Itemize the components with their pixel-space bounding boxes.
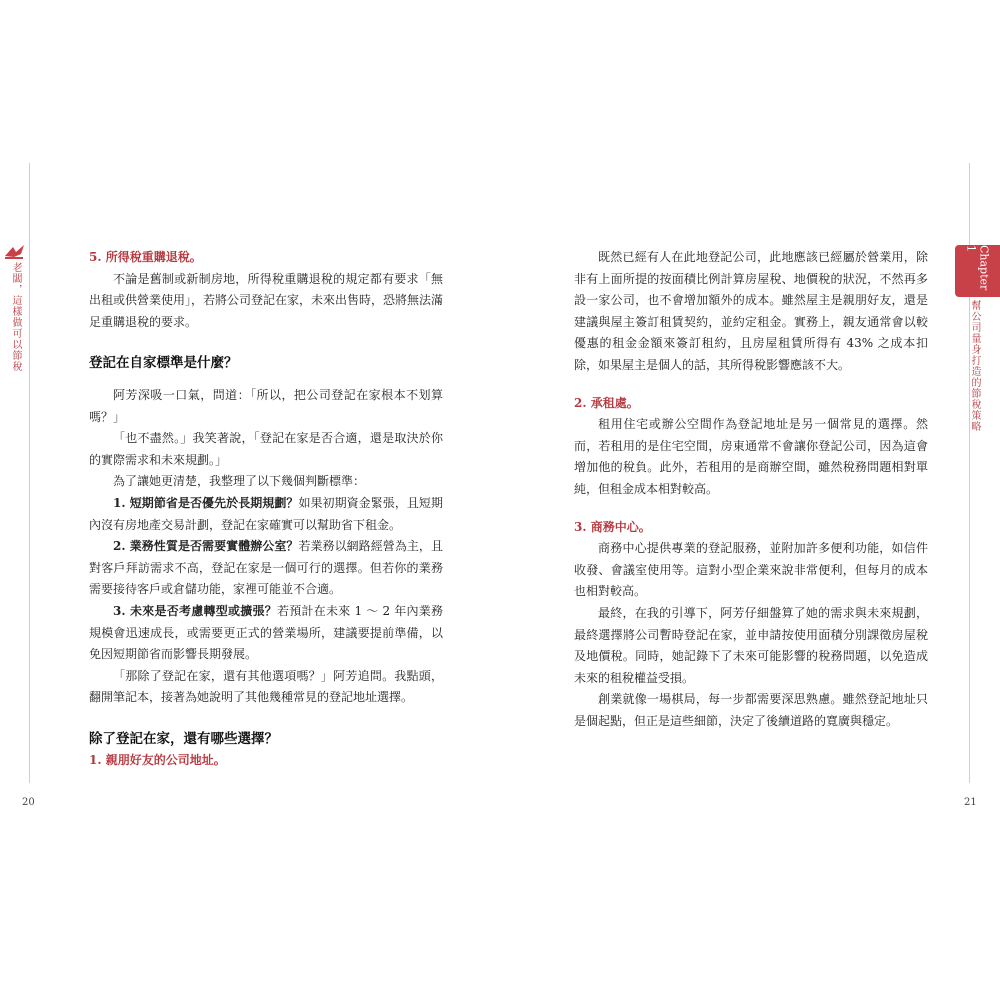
criterion-text: 若業務以網路經營為主，且對客戶拜訪需求不高，登記在家是一個可行的選擇。但若你的業務需要接待客戶或倉儲功能，家裡可能並不合適。 <box>89 539 443 597</box>
paragraph: 既然已經有人在此地登記公司，此地應該已經屬於營業用，除非有上面所提的按面積比例計算房屋稅、地價稅的狀況，不然再多設一家公司，也不會增加額外的成本。雖然屋主是親朋好友，還是建議與屋主簽訂租賃契約，並約定租金。實務上，親友通常會以較優惠的租金金額來簽訂租約，且房屋租賃所得有 43% 之成本扣除，如果屋主是個人的話，其所得稅影響應該不大。 <box>574 250 928 372</box>
book-logo-icon <box>4 244 26 261</box>
heading-options: 除了登記在家，還有哪些選擇？ <box>89 730 278 747</box>
paragraph: 創業就像一場棋局，每一步都需要深思熟慮。雖然登記地址只是個起點，但正是這些細節，決定了後續道路的寬廣與穩定。 <box>574 692 928 728</box>
paragraph: 租用住宅或辦公空間作為登記地址是另一個常見的選擇。然而，若租用的是住宅空間，房東通常不會讓你登記公司，因為這會增加他的稅負。此外，若租用的是商辦空間，雖然稅務問題相對單純，但租金成本相對較高。 <box>574 417 928 496</box>
paragraph: 不論是舊制或新制房地，所得稅重購退稅的規定都有要求「無出租或供營業使用」，若將公司登記在家，未來出售時，恐將無法滿足重購退稅的要求。 <box>89 271 444 329</box>
paragraph: 阿芳深吸一口氣，問道：「所以，把公司登記在家根本不划算嗎？」 <box>89 387 443 424</box>
option-heading-rental: 2. 承租處。 <box>574 395 639 410</box>
criterion-text: 若預計在未來 1 ～ 2 年內業務規模會迅速成長，或需要更正式的營業場所，建議要提前準備，以免因短期節省而影響長期發展。 <box>89 603 443 662</box>
criterion-3 <box>89 601 443 666</box>
chapter-tab: Chapter 1 <box>955 245 1000 297</box>
paragraph: 最終，在我的引導下，阿芳仔細盤算了她的需求與未來規劃，最終選擇將公司暫時登記在家，並申請按使用面積分別課徵房屋稅及地價稅。同時，她記錄下了未來可能影響的稅務問題，以免造成未來的租稅權益受損。 <box>574 605 928 685</box>
heading-standard: 登記在自家標準是什麼？ <box>89 355 238 372</box>
paragraph: 「那除了登記在家，還有其他選項嗎？」阿芳追問。我點頭，翻開筆記本，接著為她說明了其他幾種常見的登記地址選擇。 <box>89 668 443 705</box>
section-heading-income-tax: 5. 所得稅重購退稅。 <box>89 250 202 264</box>
page-number-right: 21 <box>964 797 977 808</box>
right-margin-title: 幫公司量身打造的節稅策略 <box>969 300 980 432</box>
left-margin-rule <box>29 163 30 783</box>
criterion-2 <box>89 536 443 601</box>
paragraph: 「也不盡然。」我笑著說，「登記在家是否合適，還是取決於你的實際需求和未來規劃。」 <box>89 431 443 467</box>
criterion-1 <box>89 493 443 536</box>
page-number-left: 20 <box>22 797 35 808</box>
criterion-text: 如果初期資金緊張，且短期內沒有房地產交易計劃，登記在家確實可以幫助省下租金。 <box>89 495 443 532</box>
left-margin-title: 老闆，這樣做可以節稅 <box>10 262 21 372</box>
option-heading-friends: 1. 親朋好友的公司地址。 <box>89 753 226 768</box>
left-page-body <box>89 247 443 772</box>
paragraph: 為了讓她更清楚，我整理了以下幾個判斷標準： <box>113 474 366 489</box>
option-heading-business-center: 3. 商務中心。 <box>574 519 651 534</box>
criterion-title: 2. 業務性質是否需要實體辦公室？ <box>113 539 299 554</box>
paragraph: 商務中心提供專業的登記服務，並附加許多便利功能，如信件收發、會議室使用等。這對小型企業來說非常便利，但每月的成本也相對較高。 <box>574 541 928 599</box>
criterion-title: 1. 短期節省是否優先於長期規劃？ <box>113 495 299 510</box>
criterion-title: 3. 未來是否考慮轉型或擴張？ <box>113 603 277 618</box>
right-page-body <box>574 247 928 732</box>
